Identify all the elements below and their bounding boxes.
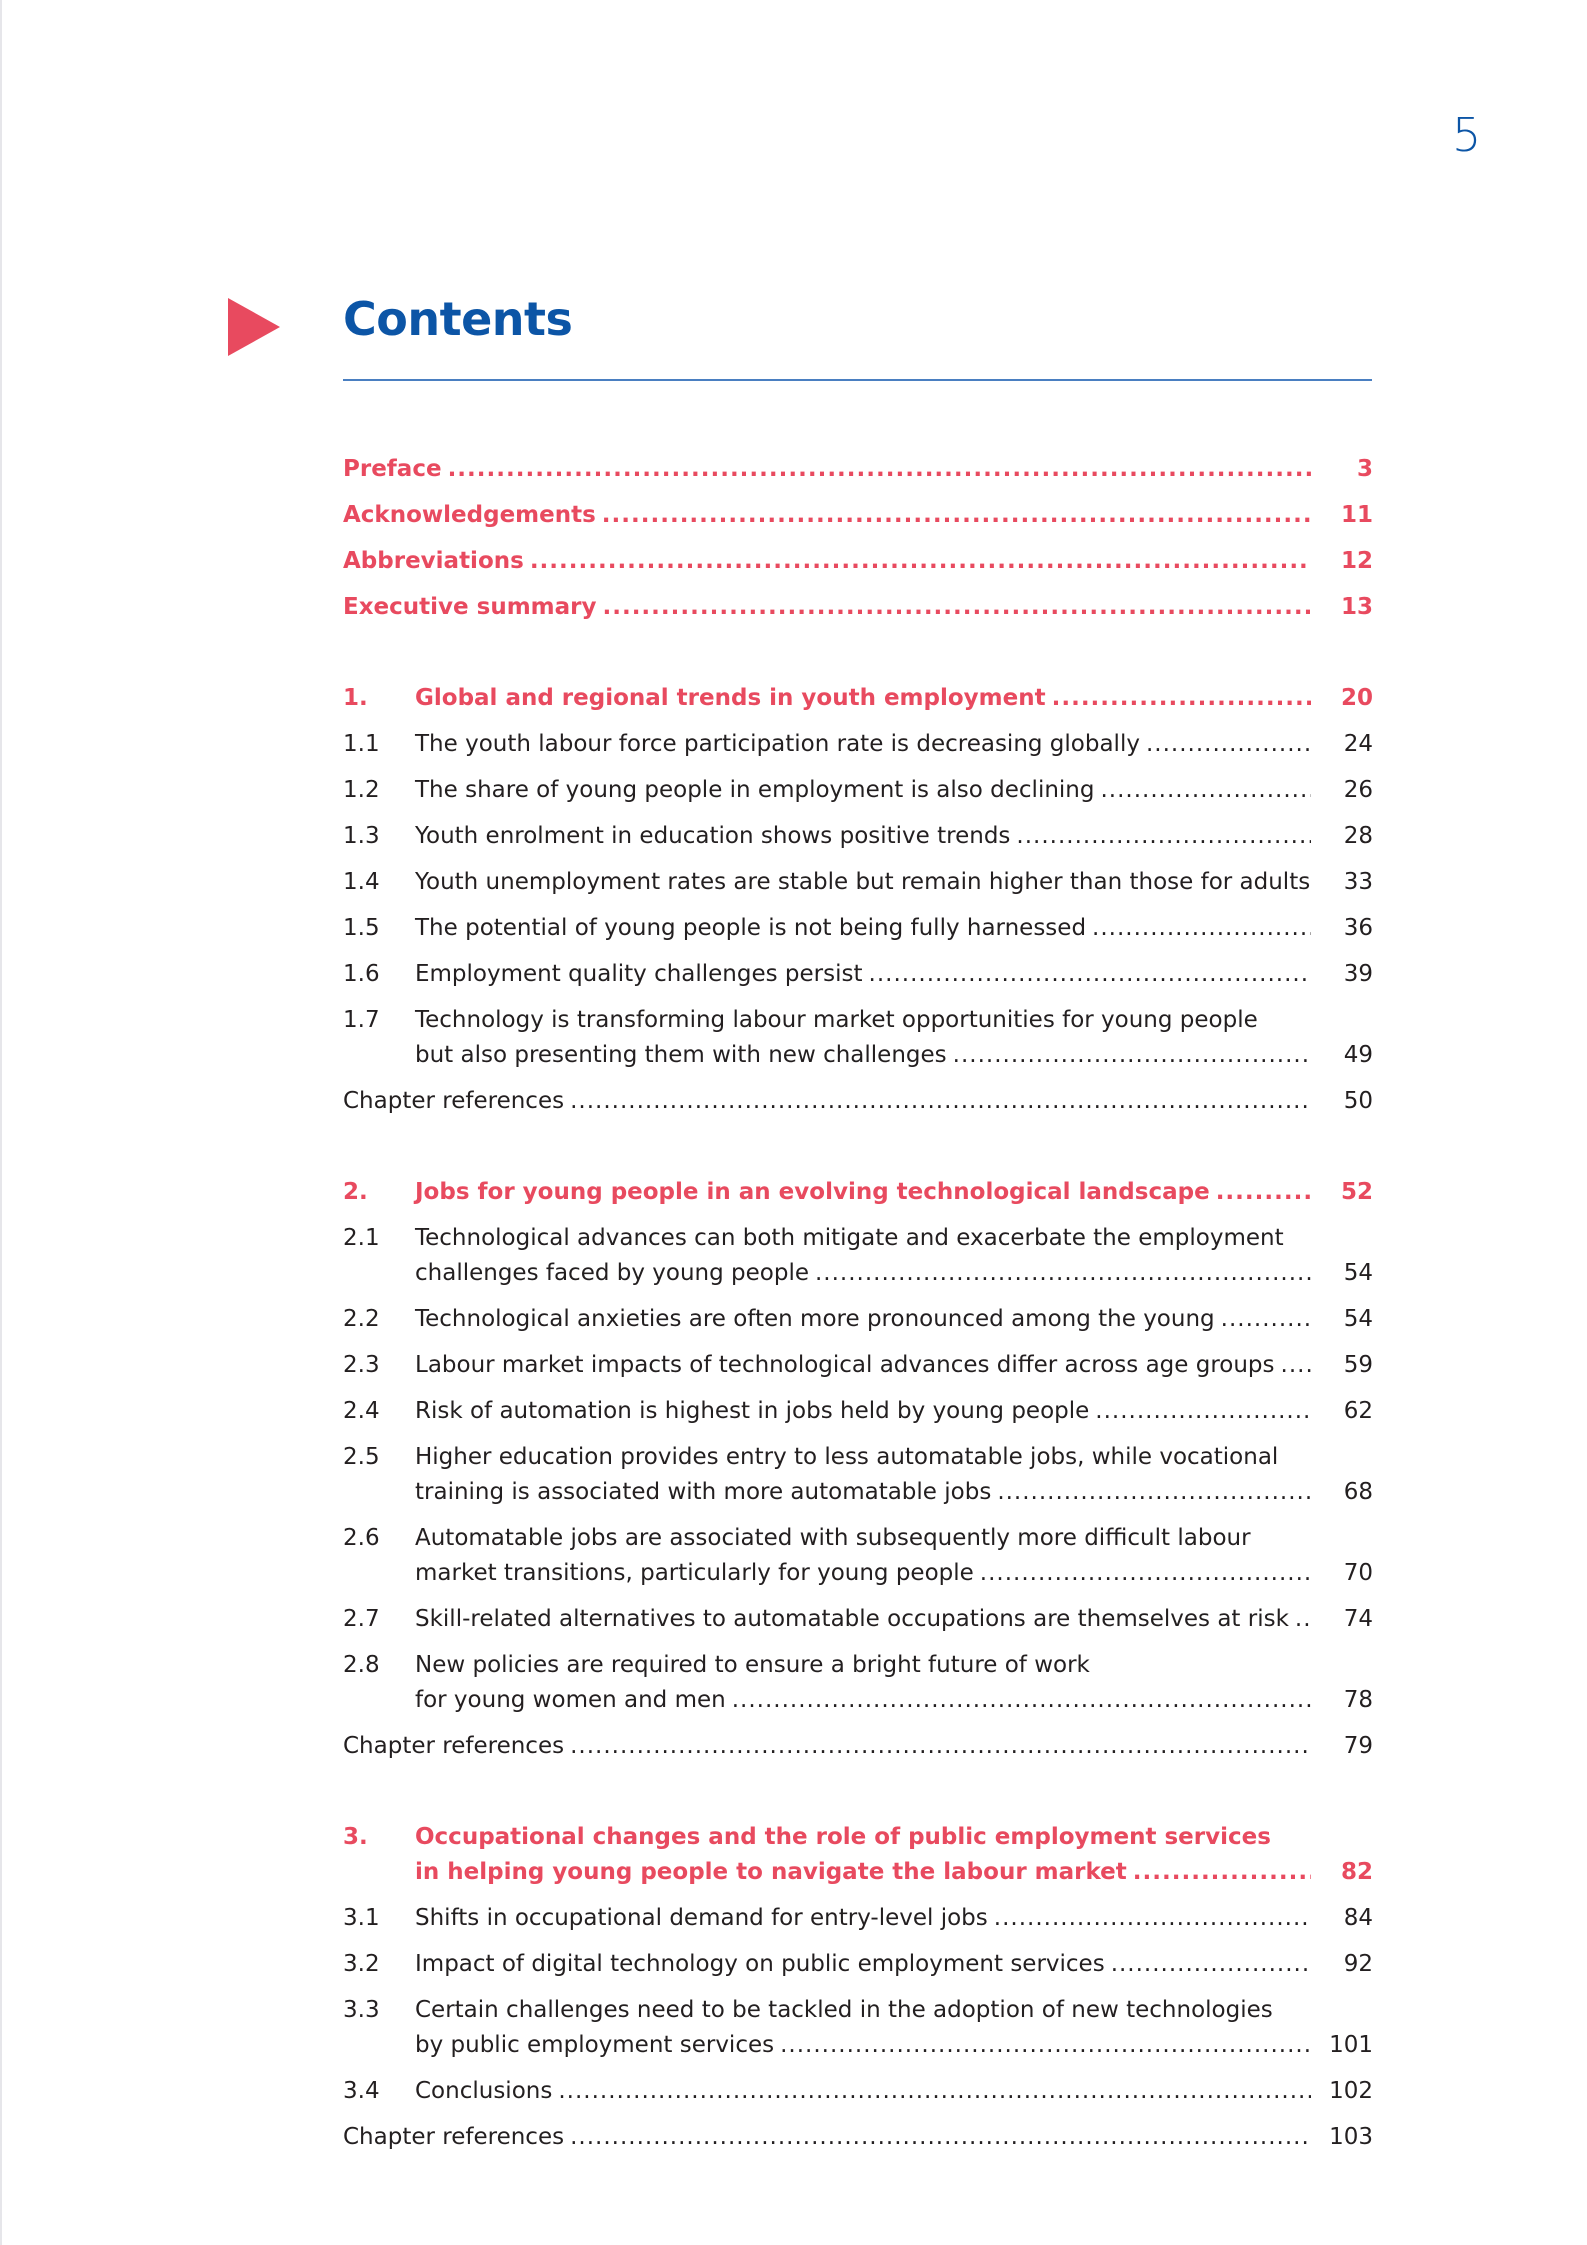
- dot-leader: [780, 2028, 1311, 2063]
- entry-title-last-line: [343, 2120, 1317, 2155]
- entry-title-last-line: [415, 1302, 1317, 1337]
- entry-title-text: but also presenting them with new challenges: [415, 1042, 947, 1068]
- entry-title: [415, 1348, 1317, 1383]
- toc-entry-section[interactable]: [343, 1947, 1373, 1982]
- entry-title-last-line: [415, 727, 1317, 762]
- dot-leader: [1216, 1175, 1311, 1210]
- entry-title-last-line: [415, 1947, 1317, 1982]
- dot-leader: [732, 1683, 1311, 1718]
- toc-entry-front-matter[interactable]: [343, 544, 1373, 579]
- entry-title-text: The youth labour force participation rate is decreasing globally: [415, 731, 1140, 757]
- entry-page-number: 13: [1340, 594, 1373, 620]
- entry-page-number: 101: [1329, 2032, 1373, 2058]
- dot-leader: [602, 498, 1311, 533]
- entry-title-last-line: [415, 1855, 1317, 1890]
- toc-entry-section[interactable]: [343, 1348, 1373, 1383]
- toc-entry-chapter[interactable]: [343, 1820, 1373, 1890]
- section-gap: [343, 1775, 1373, 1820]
- entry-number: 2.1: [343, 1225, 380, 1251]
- entry-title: [415, 1175, 1317, 1210]
- entry-number: 2.8: [343, 1652, 380, 1678]
- toc-entry-section[interactable]: [343, 2074, 1373, 2109]
- entry-title: [415, 865, 1317, 900]
- entry-title: [415, 1901, 1317, 1936]
- entry-title-last-line: [343, 590, 1317, 625]
- entry-page-number: 102: [1329, 2078, 1373, 2104]
- toc-entry-chapter-references[interactable]: [343, 1729, 1373, 1764]
- entry-page-number: 36: [1343, 915, 1373, 941]
- entry-title: [415, 1648, 1317, 1718]
- dot-leader: [1111, 1947, 1311, 1982]
- entry-number: 1.1: [343, 731, 380, 757]
- entry-title-last-line: [415, 911, 1317, 946]
- entry-page-number: 78: [1343, 1687, 1373, 1713]
- entry-number: 3.: [343, 1824, 368, 1850]
- entry-title-last-line: [415, 1602, 1317, 1637]
- entry-page-number: 12: [1340, 548, 1373, 574]
- entry-title-line: Certain challenges need to be tackled in the adoption of new technologies: [415, 1997, 1273, 2023]
- entry-page-number: 68: [1343, 1479, 1373, 1505]
- entry-title-text: Chapter references: [343, 1733, 565, 1759]
- entry-number: 2.2: [343, 1306, 380, 1332]
- entry-number: 2.: [343, 1179, 368, 1205]
- entry-title: [415, 773, 1317, 808]
- dot-leader: [602, 590, 1311, 625]
- toc-entry-chapter[interactable]: [343, 1175, 1373, 1210]
- triangle-marker-icon: [228, 298, 280, 356]
- entry-title-text: Abbreviations: [343, 548, 524, 574]
- entry-number: 2.4: [343, 1398, 380, 1424]
- entry-title-last-line: [415, 2028, 1317, 2063]
- entry-page-number: 54: [1343, 1260, 1373, 1286]
- entry-title: [343, 1084, 1317, 1119]
- toc-entry-section[interactable]: [343, 1394, 1373, 1429]
- entry-number: 2.6: [343, 1525, 380, 1551]
- page-number: 5: [1452, 108, 1482, 162]
- toc-entry-section[interactable]: [343, 1521, 1373, 1591]
- entry-title-text: Youth unemployment rates are stable but remain higher than those for adults: [415, 869, 1311, 895]
- dot-leader: [570, 2120, 1311, 2155]
- entry-title-text: Chapter references: [343, 1088, 565, 1114]
- section-gap: [343, 636, 1373, 681]
- dot-leader: [980, 1556, 1311, 1591]
- entry-page-number: 103: [1329, 2124, 1373, 2150]
- entry-number: 3.2: [343, 1951, 380, 1977]
- entry-title-last-line: [415, 865, 1317, 900]
- entry-title-text: The potential of young people is not being fully harnessed: [415, 915, 1087, 941]
- entry-title-text: Global and regional trends in youth employment: [415, 685, 1046, 711]
- entry-page-number: 24: [1343, 731, 1373, 757]
- dot-leader: [869, 957, 1311, 992]
- entry-title: [415, 1521, 1317, 1591]
- entry-title-last-line: [415, 1256, 1317, 1291]
- entry-title: [343, 544, 1317, 579]
- toc-entry-section[interactable]: [343, 1901, 1373, 1936]
- entry-page-number: 62: [1343, 1398, 1373, 1424]
- entry-title-last-line: [343, 498, 1317, 533]
- entry-title: [415, 1003, 1317, 1073]
- dot-leader: [1133, 1855, 1311, 1890]
- dot-leader: [1295, 1602, 1311, 1637]
- dot-leader: [1052, 681, 1311, 716]
- entry-title-last-line: [415, 1348, 1317, 1383]
- entry-title-text: for young women and men: [415, 1687, 726, 1713]
- entry-title: [415, 1394, 1317, 1429]
- dot-leader: [1221, 1302, 1311, 1337]
- entry-page-number: 79: [1343, 1733, 1373, 1759]
- entry-title-line: Technological advances can both mitigate and exacerbate the employment: [415, 1225, 1284, 1251]
- entry-number: 1.2: [343, 777, 380, 803]
- entry-title-text: Conclusions: [415, 2078, 553, 2104]
- entry-title-text: challenges faced by young people: [415, 1260, 809, 1286]
- entry-title-text: Youth enrolment in education shows positive trends: [415, 823, 1011, 849]
- entry-page-number: 39: [1343, 961, 1373, 987]
- toc-entry-section[interactable]: [343, 727, 1373, 762]
- title-divider: [343, 379, 1372, 381]
- entry-title-text: Jobs for young people in an evolving technological landscape: [415, 1179, 1210, 1205]
- entry-title-line: Occupational changes and the role of public employment services: [415, 1824, 1271, 1850]
- entry-title-last-line: [343, 452, 1317, 487]
- entry-title-last-line: [415, 1394, 1317, 1429]
- entry-number: 3.4: [343, 2078, 380, 2104]
- entry-number: 1.: [343, 685, 368, 711]
- entry-title: [415, 911, 1317, 946]
- dot-leader: [815, 1256, 1311, 1291]
- entry-number: 1.4: [343, 869, 380, 895]
- toc-entry-section[interactable]: [343, 865, 1373, 900]
- toc-entry-section[interactable]: [343, 773, 1373, 808]
- toc-entry-section[interactable]: [343, 911, 1373, 946]
- entry-page-number: 49: [1343, 1042, 1373, 1068]
- entry-title: [415, 1947, 1317, 1982]
- toc-entry-section[interactable]: [343, 957, 1373, 992]
- entry-title-last-line: [415, 1175, 1317, 1210]
- entry-title-last-line: [415, 819, 1317, 854]
- entry-title-text: market transitions, particularly for young people: [415, 1560, 974, 1586]
- entry-title-text: training is associated with more automatable jobs: [415, 1479, 992, 1505]
- entry-page-number: 59: [1343, 1352, 1373, 1378]
- entry-title-last-line: [343, 1084, 1317, 1119]
- dot-leader: [953, 1038, 1311, 1073]
- entry-title-text: Risk of automation is highest in jobs held by young people: [415, 1398, 1090, 1424]
- entry-page-number: 3: [1356, 456, 1373, 482]
- dot-leader: [570, 1729, 1311, 1764]
- toc-entry-chapter-references[interactable]: [343, 2120, 1373, 2155]
- entry-title: [415, 1820, 1317, 1890]
- entry-title-text: Acknowledgements: [343, 502, 596, 528]
- entry-page-number: 54: [1343, 1306, 1373, 1332]
- toc-entry-section[interactable]: [343, 1993, 1373, 2063]
- entry-title-last-line: [415, 1038, 1317, 1073]
- entry-number: 3.3: [343, 1997, 380, 2023]
- dot-leader: [570, 1084, 1311, 1119]
- entry-number: 1.3: [343, 823, 380, 849]
- section-gap: [343, 1130, 1373, 1175]
- entry-title-last-line: [415, 957, 1317, 992]
- entry-title-text: in helping young people to navigate the labour market: [415, 1859, 1127, 1885]
- entry-title-text: by public employment services: [415, 2032, 775, 2058]
- entry-page-number: 33: [1343, 869, 1373, 895]
- dot-leader: [1281, 1348, 1311, 1383]
- entry-page-number: 52: [1340, 1179, 1373, 1205]
- entry-title: [415, 681, 1317, 716]
- dot-leader: [997, 1475, 1311, 1510]
- toc-entry-section[interactable]: [343, 1440, 1373, 1510]
- entry-page-number: 28: [1343, 823, 1373, 849]
- toc-entry-section[interactable]: [343, 1648, 1373, 1718]
- entry-title-line: Automatable jobs are associated with subsequently more difficult labour: [415, 1525, 1251, 1551]
- entry-title-last-line: [415, 1683, 1317, 1718]
- dot-leader: [448, 452, 1311, 487]
- entry-title-last-line: [415, 1901, 1317, 1936]
- entry-title-text: Labour market impacts of technological advances differ across age groups: [415, 1352, 1275, 1378]
- entry-title-text: Executive summary: [343, 594, 597, 620]
- entry-page-number: 20: [1340, 685, 1373, 711]
- entry-title: [415, 1221, 1317, 1291]
- entry-number: 1.6: [343, 961, 380, 987]
- dot-leader: [1092, 911, 1311, 946]
- entry-title-line: Technology is transforming labour market opportunities for young people: [415, 1007, 1258, 1033]
- toc-entry-section[interactable]: [343, 1003, 1373, 1073]
- dot-leader: [1016, 819, 1311, 854]
- entry-title-last-line: [415, 773, 1317, 808]
- toc-entry-chapter[interactable]: [343, 681, 1373, 716]
- entry-title: [343, 1729, 1317, 1764]
- entry-title: [343, 498, 1317, 533]
- entry-page-number: 82: [1340, 1859, 1373, 1885]
- toc-entry-front-matter[interactable]: [343, 498, 1373, 533]
- dot-leader: [1095, 1394, 1311, 1429]
- entry-number: 3.1: [343, 1905, 380, 1931]
- entry-title-last-line: [343, 1729, 1317, 1764]
- entry-title: [343, 2120, 1317, 2155]
- toc-entry-section[interactable]: [343, 1221, 1373, 1291]
- toc-entry-front-matter[interactable]: [343, 452, 1373, 487]
- toc-entry-section[interactable]: [343, 1302, 1373, 1337]
- dot-leader: [558, 2074, 1311, 2109]
- entry-number: 2.3: [343, 1352, 380, 1378]
- entry-title: [415, 1993, 1317, 2063]
- entry-title-last-line: [343, 544, 1317, 579]
- entry-title-last-line: [415, 1475, 1317, 1510]
- entry-page-number: 74: [1343, 1606, 1373, 1632]
- entry-title-last-line: [415, 681, 1317, 716]
- page-edge: [0, 0, 2, 2245]
- entry-title: [415, 1302, 1317, 1337]
- toc-entry-section[interactable]: [343, 819, 1373, 854]
- entry-title-line: New policies are required to ensure a bright future of work: [415, 1652, 1090, 1678]
- dot-leader: [994, 1901, 1311, 1936]
- entry-number: 2.7: [343, 1606, 380, 1632]
- entry-title-text: Employment quality challenges persist: [415, 961, 863, 987]
- entry-title-last-line: [415, 1556, 1317, 1591]
- entry-page-number: 84: [1343, 1905, 1373, 1931]
- entry-title-text: Technological anxieties are often more pronounced among the young: [415, 1306, 1215, 1332]
- entry-page-number: 26: [1343, 777, 1373, 803]
- dot-leader: [1100, 773, 1311, 808]
- entry-title-text: The share of young people in employment is also declining: [415, 777, 1095, 803]
- entry-title: [415, 2074, 1317, 2109]
- toc-entry-front-matter[interactable]: [343, 590, 1373, 625]
- entry-number: 1.5: [343, 915, 380, 941]
- entry-title-line: Higher education provides entry to less automatable jobs, while vocational: [415, 1444, 1279, 1470]
- entry-title: [415, 819, 1317, 854]
- dot-leader: [530, 544, 1311, 579]
- entry-number: 2.5: [343, 1444, 380, 1470]
- entry-title-text: Impact of digital technology on public employment services: [415, 1951, 1105, 1977]
- entry-title: [343, 590, 1317, 625]
- entry-title-last-line: [415, 2074, 1317, 2109]
- entry-title-text: Skill-related alternatives to automatable occupations are themselves at risk: [415, 1606, 1289, 1632]
- entry-page-number: 70: [1343, 1560, 1373, 1586]
- toc-entry-chapter-references[interactable]: [343, 1084, 1373, 1119]
- page-title: Contents: [343, 292, 573, 346]
- entry-title: [343, 452, 1317, 487]
- entry-title-text: Chapter references: [343, 2124, 565, 2150]
- entry-title-text: Shifts in occupational demand for entry-level jobs: [415, 1905, 988, 1931]
- entry-title: [415, 957, 1317, 992]
- entry-page-number: 50: [1343, 1088, 1373, 1114]
- entry-title-text: Preface: [343, 456, 442, 482]
- entry-page-number: 92: [1343, 1951, 1373, 1977]
- entry-page-number: 11: [1340, 502, 1373, 528]
- entry-title: [415, 1440, 1317, 1510]
- table-of-contents: [343, 452, 1373, 2166]
- dot-leader: [1146, 727, 1311, 762]
- entry-number: 1.7: [343, 1007, 380, 1033]
- entry-title: [415, 1602, 1317, 1637]
- toc-entry-section[interactable]: [343, 1602, 1373, 1637]
- entry-title: [415, 727, 1317, 762]
